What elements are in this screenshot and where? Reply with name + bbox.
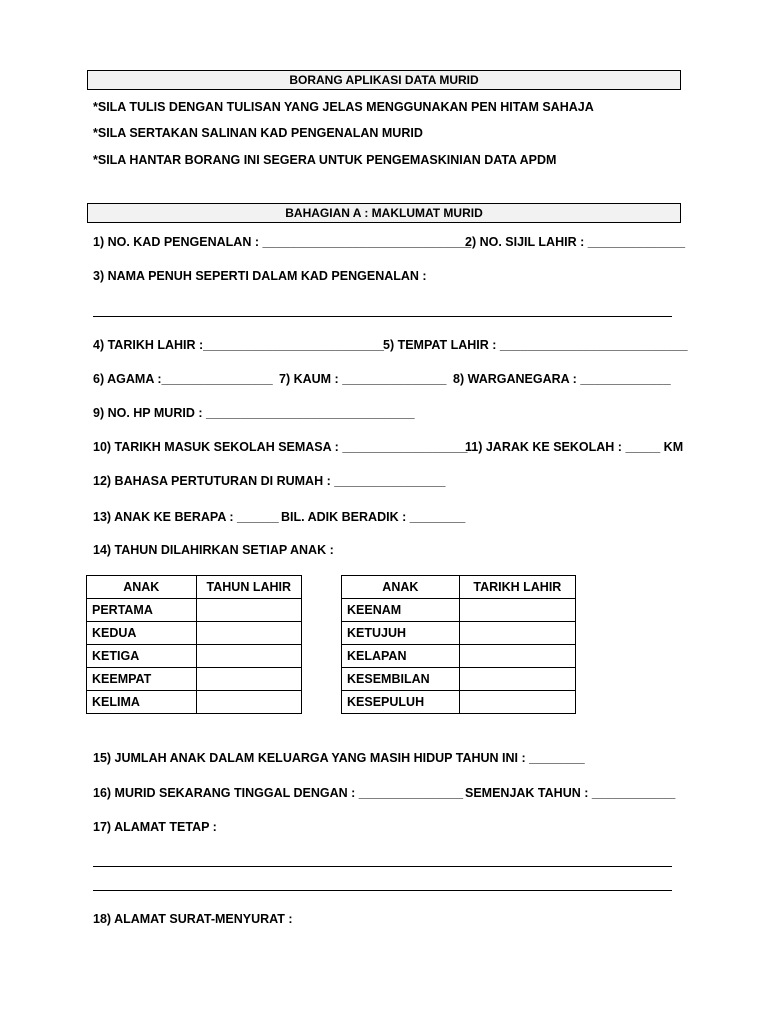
birth-date-cell[interactable] bbox=[459, 691, 575, 714]
table-row bbox=[342, 645, 576, 668]
child-label: KESEPULUH bbox=[342, 691, 460, 714]
field-lives-with[interactable]: 16) MURID SEKARANG TINGGAL DENGAN : _______________ bbox=[93, 786, 464, 800]
birth-date-cell[interactable] bbox=[459, 599, 575, 622]
col-header-birth-date: TARIKH LAHIR bbox=[459, 576, 575, 599]
field-birth-place[interactable]: 5) TEMPAT LAHIR : ___________________________ bbox=[383, 338, 688, 352]
child-label: KEDUA bbox=[87, 622, 197, 645]
table-row bbox=[342, 668, 576, 691]
field-full-name-line[interactable] bbox=[93, 316, 672, 317]
child-label: KEENAM bbox=[342, 599, 460, 622]
form-title: BORANG APLIKASI DATA MURID bbox=[87, 70, 681, 90]
field-citizenship[interactable]: 8) WARGANEGARA : _____________ bbox=[453, 372, 671, 386]
field-religion[interactable]: 6) AGAMA :________________ bbox=[93, 372, 273, 386]
child-label: KETIGA bbox=[87, 645, 197, 668]
field-full-name-label: 3) NAMA PENUH SEPERTI DALAM KAD PENGENALAN : bbox=[93, 269, 427, 283]
field-birth-cert[interactable]: 2) NO. SIJIL LAHIR : ______________ bbox=[465, 235, 686, 249]
field-siblings[interactable]: BIL. ADIK BERADIK : ________ bbox=[281, 510, 466, 524]
table-row bbox=[87, 645, 302, 668]
field-mailing-address-label: 18) ALAMAT SURAT-MENYURAT : bbox=[93, 912, 293, 926]
table-row bbox=[87, 691, 302, 714]
instruction-3: *SILA HANTAR BORANG INI SEGERA UNTUK PENGEMASKINIAN DATA APDM bbox=[93, 153, 557, 167]
field-race[interactable]: 7) KAUM : _______________ bbox=[279, 372, 447, 386]
field-living-children[interactable]: 15) JUMLAH ANAK DALAM KELUARGA YANG MASIH HIDUP TAHUN INI : ________ bbox=[93, 751, 585, 765]
field-since-year[interactable]: SEMENJAK TAHUN : ____________ bbox=[465, 786, 676, 800]
instruction-1: *SILA TULIS DENGAN TULISAN YANG JELAS MENGGUNAKAN PEN HITAM SAHAJA bbox=[93, 100, 594, 114]
child-label: KEEMPAT bbox=[87, 668, 197, 691]
child-label: KELAPAN bbox=[342, 645, 460, 668]
section-a-header: BAHAGIAN A : MAKLUMAT MURID bbox=[87, 203, 681, 223]
field-children-years-label: 14) TAHUN DILAHIRKAN SETIAP ANAK : bbox=[93, 543, 334, 557]
children-table-left bbox=[86, 575, 302, 714]
field-permanent-address-label: 17) ALAMAT TETAP : bbox=[93, 820, 217, 834]
field-enrol-date[interactable]: 10) TARIKH MASUK SEKOLAH SEMASA : __________________ bbox=[93, 440, 468, 454]
field-home-language[interactable]: 12) BAHASA PERTUTURAN DI RUMAH : ________________ bbox=[93, 474, 446, 488]
field-permanent-address-line-1[interactable] bbox=[93, 866, 672, 867]
birth-date-cell[interactable] bbox=[459, 645, 575, 668]
instruction-2: *SILA SERTAKAN SALINAN KAD PENGENALAN MURID bbox=[93, 126, 423, 140]
child-label: KESEMBILAN bbox=[342, 668, 460, 691]
field-distance[interactable]: 11) JARAK KE SEKOLAH : _____ KM bbox=[465, 440, 684, 454]
field-ic-number[interactable]: 1) NO. KAD PENGENALAN : ______________________________ bbox=[93, 235, 472, 249]
birth-year-cell[interactable] bbox=[196, 691, 301, 714]
col-header-child: ANAK bbox=[87, 576, 197, 599]
child-label: KELIMA bbox=[87, 691, 197, 714]
field-permanent-address-line-2[interactable] bbox=[93, 890, 672, 891]
col-header-birth-year: TAHUN LAHIR bbox=[196, 576, 301, 599]
table-row bbox=[87, 622, 302, 645]
field-phone[interactable]: 9) NO. HP MURID : ______________________________ bbox=[93, 406, 415, 420]
child-label: KETUJUH bbox=[342, 622, 460, 645]
birth-date-cell[interactable] bbox=[459, 622, 575, 645]
field-birth-date[interactable]: 4) TARIKH LAHIR :__________________________ bbox=[93, 338, 384, 352]
table-row bbox=[87, 599, 302, 622]
table-row bbox=[342, 691, 576, 714]
birth-year-cell[interactable] bbox=[196, 599, 301, 622]
field-child-order[interactable]: 13) ANAK KE BERAPA : ______ bbox=[93, 510, 279, 524]
birth-year-cell[interactable] bbox=[196, 668, 301, 691]
table-row bbox=[342, 622, 576, 645]
birth-year-cell[interactable] bbox=[196, 622, 301, 645]
table-row bbox=[87, 668, 302, 691]
birth-date-cell[interactable] bbox=[459, 668, 575, 691]
birth-year-cell[interactable] bbox=[196, 645, 301, 668]
col-header-child: ANAK bbox=[342, 576, 460, 599]
children-table-right bbox=[341, 575, 576, 714]
table-row bbox=[342, 599, 576, 622]
child-label: PERTAMA bbox=[87, 599, 197, 622]
